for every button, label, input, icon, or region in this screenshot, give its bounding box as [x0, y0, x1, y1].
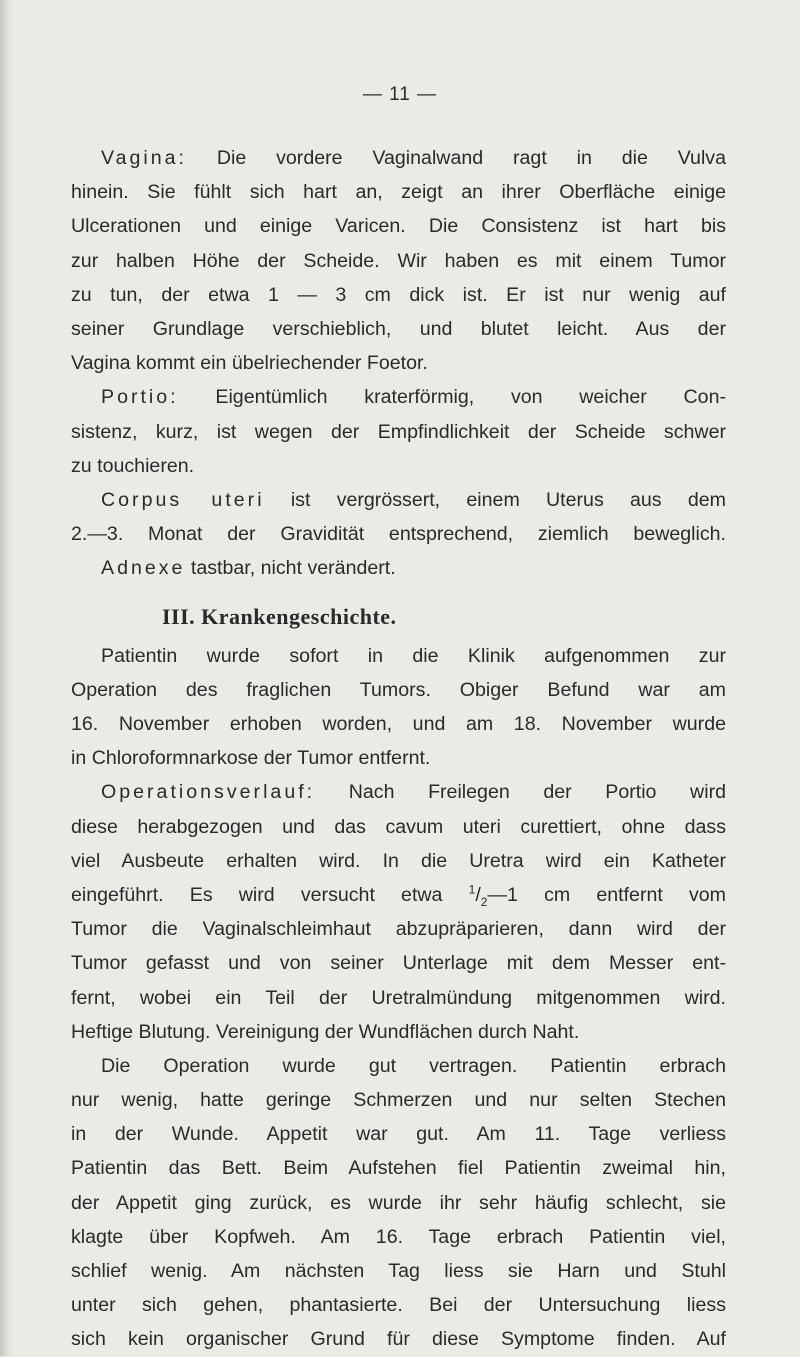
- text-line: unter sich gehen, phantasierte. Bei der Untersuchung liess: [71, 1294, 726, 1317]
- text-line: in Chloroformnarkose der Tumor entfernt.: [71, 747, 431, 770]
- text-line: Adnexe tastbar, nicht verändert.: [101, 557, 396, 580]
- section-term-portio: Portio:: [101, 386, 179, 409]
- section-term-adnexe: Adnexe: [101, 557, 186, 580]
- text-line: schlief wenig. Am nächsten Tag liess sie Harn und Stuhl: [71, 1260, 726, 1282]
- text-line: der Appetit ging zurück, es wurde ihr sehr häufig schlecht, sie: [71, 1191, 726, 1214]
- text-line: 16. November erhoben worden, und am 18. November wurde: [71, 713, 726, 735]
- text-line: zu touchieren.: [71, 454, 195, 477]
- text-line: sich kein organischer Grund für diese Symptome finden. Auf: [71, 1328, 726, 1351]
- text-line: Patientin wurde sofort in die Klinik aufgenommen zur: [101, 644, 726, 667]
- text-line: sistenz, kurz, ist wegen der Empfindlichkeit der Scheide schwer: [71, 420, 726, 443]
- section-heading: III. Krankengeschichte.: [162, 604, 397, 630]
- text-line: Tumor gefasst und von seiner Unterlage mit dem Messer ent-: [71, 952, 726, 975]
- text-line: Vagina: Die vordere Vaginalwand ragt in die Vulva: [101, 147, 726, 169]
- text-line: viel Ausbeute erhalten wird. In die Uretra wird ein Katheter: [71, 849, 726, 872]
- text-line: diese herabgezogen und das cavum uteri curettiert, ohne dass: [71, 815, 726, 838]
- text-line: nur wenig, hatte geringe Schmerzen und nur selten Stechen: [71, 1089, 726, 1112]
- text-line: Portio: Eigentümlich kraterförmig, von weicher Con-: [101, 386, 726, 409]
- text-line: fernt, wobei ein Teil der Uretralmündung mitgenommen wird.: [71, 986, 726, 1009]
- text-line: zu tun, der etwa 1 — 3 cm dick ist. Er ist nur wenig auf: [71, 283, 726, 306]
- text-line: Ulcerationen und einige Varicen. Die Consistenz ist hart bis: [71, 215, 726, 238]
- text-line: Vagina kommt ein übelriechender Foetor.: [71, 352, 428, 375]
- text-line: Die Operation wurde gut vertragen. Patientin erbrach: [101, 1054, 726, 1077]
- section-term-corpus-uteri: Corpus uteri: [101, 488, 265, 511]
- text-line: Patientin das Bett. Beim Aufstehen fiel Patientin zweimal hin,: [71, 1157, 726, 1180]
- text-line: Tumor die Vaginalschleimhaut abzupräparieren, dann wird der: [71, 918, 726, 941]
- fraction: $^1/_2$: [468, 882, 488, 909]
- text-line: eingeführt. Es wird versucht etwa $^1/_2—1$ cm entfernt vom: [71, 882, 726, 909]
- body-text: [71, 141, 726, 1357]
- text-line: Operationsverlauf: Nach Freilegen der Portio wird: [101, 781, 726, 804]
- section-term-operationsverlauf: Operationsverlauf:: [101, 781, 316, 804]
- text-line: seiner Grundlage verschieblich, und blutet leicht. Aus der: [71, 317, 726, 340]
- text-line: Corpus uteri ist vergrössert, einem Uterus aus dem: [101, 488, 726, 511]
- text-line: in der Wunde. Appetit war gut. Am 11. Tage verliess: [71, 1123, 726, 1146]
- text-line: klagte über Kopfweh. Am 16. Tage erbrach Patientin viel,: [71, 1225, 726, 1248]
- section-term-vagina: Vagina:: [101, 147, 187, 169]
- text-line: Heftige Blutung. Vereinigung der Wundflächen durch Naht.: [71, 1020, 580, 1043]
- text-line: hinein. Sie fühlt sich hart an, zeigt an ihrer Oberfläche einige: [71, 181, 726, 204]
- text-line: 2.—3. Monat der Gravidität entsprechend, ziemlich beweglich.: [71, 523, 726, 546]
- page-number: — 11 —: [362, 84, 438, 105]
- text-line: zur halben Höhe der Scheide. Wir haben es mit einem Tumor: [71, 249, 726, 272]
- text-line: Operation des fraglichen Tumors. Obiger Befund war am: [71, 678, 726, 701]
